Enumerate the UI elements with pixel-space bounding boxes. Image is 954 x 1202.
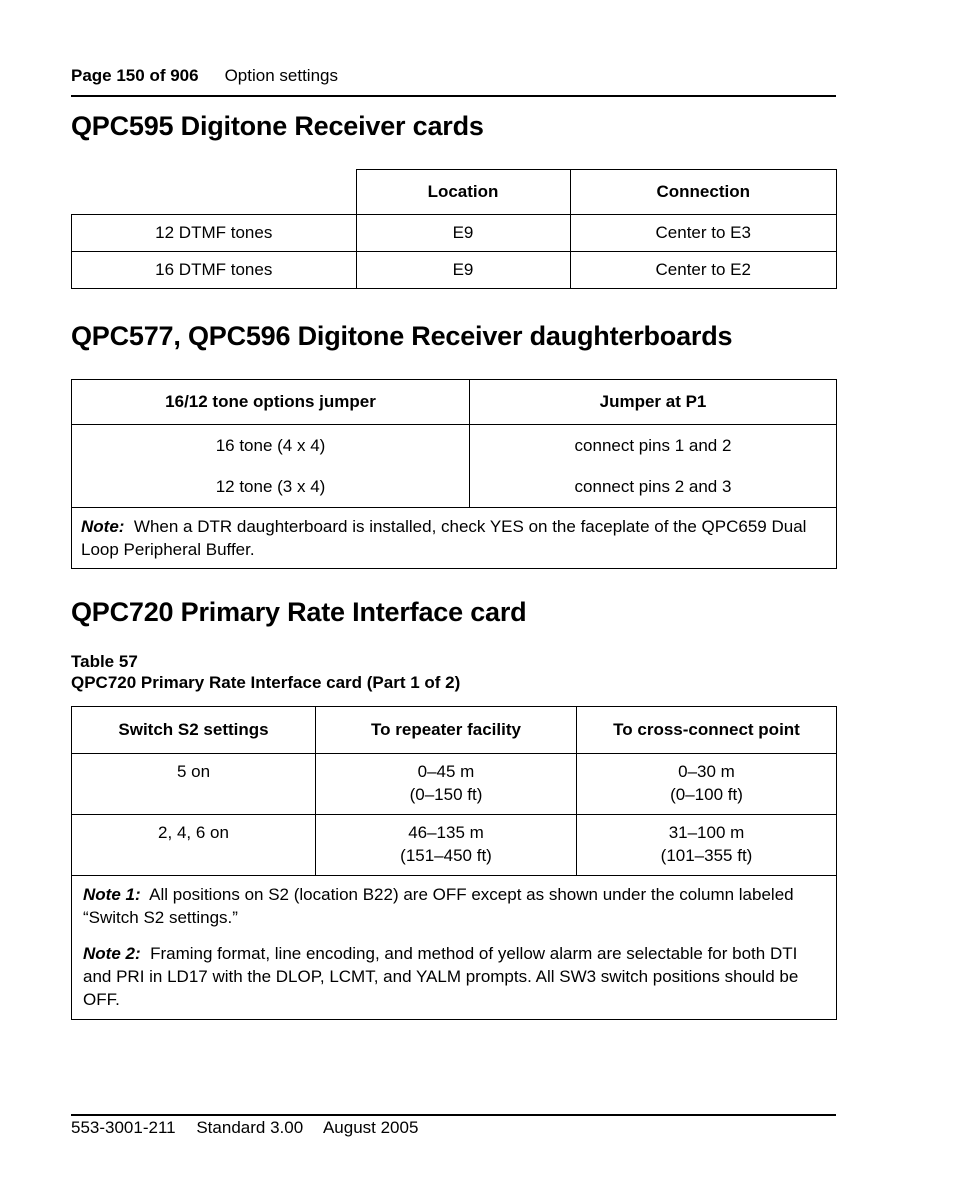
table-row: [72, 754, 837, 815]
pins-cell: [470, 425, 837, 508]
table-qpc595: [71, 169, 837, 289]
row-connection: Center to E2: [570, 252, 837, 289]
table-qpc720: [71, 706, 837, 1020]
row-location: E9: [356, 215, 570, 252]
switch-cell: 5 on: [72, 754, 316, 815]
table-row: [72, 425, 837, 508]
note-2: [83, 942, 825, 1011]
tone-12: 12 tone (3 x 4): [215, 477, 326, 496]
note-row: [72, 508, 837, 569]
section-name: Option settings: [224, 66, 338, 85]
cross-meters: 31–100 m: [668, 823, 745, 842]
header-switch: Switch S2 settings: [72, 707, 316, 754]
pins-16: connect pins 1 and 2: [574, 436, 732, 455]
notes-row: [72, 876, 837, 1020]
cross-feet: (101–355 ft): [660, 846, 753, 865]
header-jumper: 16/12 tone options jumper: [72, 380, 470, 425]
page-footer: [71, 1118, 434, 1138]
table-row: [72, 815, 837, 876]
repeater-meters: 0–45 m: [417, 762, 475, 781]
note-1-label: Note 1:: [83, 884, 141, 904]
section-title-qpc595: QPC595 Digitone Receiver cards: [71, 111, 484, 141]
table-qpc577: [71, 379, 837, 569]
table-title: QPC720 Primary Rate Interface card (Part 1 of 2): [71, 673, 461, 692]
switch-cell: 2, 4, 6 on: [72, 815, 316, 876]
note-1-text: All positions on S2 (location B22) are OFF except as shown under the column labeled “Switch S2 settings.”: [83, 884, 794, 927]
section-title-qpc720: QPC720 Primary Rate Interface card: [71, 597, 527, 627]
repeater-meters: 46–135 m: [408, 823, 484, 842]
standard: Standard 3.00: [196, 1118, 304, 1137]
cross-feet: (0–100 ft): [670, 785, 743, 804]
repeater-cell: [316, 754, 577, 815]
header-cross: To cross-connect point: [577, 707, 837, 754]
footer-rule: [71, 1114, 836, 1116]
table-caption: [71, 651, 460, 693]
row-location: E9: [356, 252, 570, 289]
cross-meters: 0–30 m: [678, 762, 735, 781]
table-header-row: [72, 170, 837, 215]
cross-cell: [577, 815, 837, 876]
header-location: Location: [356, 170, 570, 215]
section-title-qpc577: QPC577, QPC596 Digitone Receiver daughterboards: [71, 321, 733, 351]
row-label: 16 DTMF tones: [72, 252, 357, 289]
tone-cell: [72, 425, 470, 508]
header-rule: [71, 95, 836, 97]
row-connection: Center to E3: [570, 215, 837, 252]
repeater-feet: (0–150 ft): [409, 785, 483, 804]
tone-16: 16 tone (4 x 4): [215, 436, 326, 455]
note-cell: [72, 508, 837, 569]
note-2-text: Framing format, line encoding, and method of yellow alarm are selectable for both DTI and PRI in LD17 with the DLOP, LCMT, and YALM prompts. All SW3 switch positions should be OFF.: [83, 943, 799, 1009]
note-label: Note:: [81, 517, 125, 536]
page-header: [71, 66, 836, 86]
doc-number: 553-3001-211: [71, 1118, 176, 1137]
date: August 2005: [322, 1118, 419, 1137]
notes-cell: [72, 876, 837, 1020]
table-row: [72, 252, 837, 289]
header-connection: Connection: [570, 170, 837, 215]
table-row: [72, 215, 837, 252]
table-header-row: [72, 380, 837, 425]
repeater-cell: [316, 815, 577, 876]
blank-header-cell: [72, 170, 357, 215]
note-text: When a DTR daughterboard is installed, check YES on the faceplate of the QPC659 Dual Loop Peripheral Buffer.: [81, 517, 807, 559]
page-number: Page 150 of 906: [71, 66, 199, 85]
table-header-row: [72, 707, 837, 754]
pins-12: connect pins 2 and 3: [574, 477, 732, 496]
header-p1: Jumper at P1: [470, 380, 837, 425]
table-number: Table 57: [71, 652, 138, 671]
note-2-label: Note 2:: [83, 943, 141, 963]
cross-cell: [577, 754, 837, 815]
repeater-feet: (151–450 ft): [400, 846, 492, 865]
note-1: [83, 883, 825, 929]
header-repeater: To repeater facility: [316, 707, 577, 754]
row-label: 12 DTMF tones: [72, 215, 357, 252]
